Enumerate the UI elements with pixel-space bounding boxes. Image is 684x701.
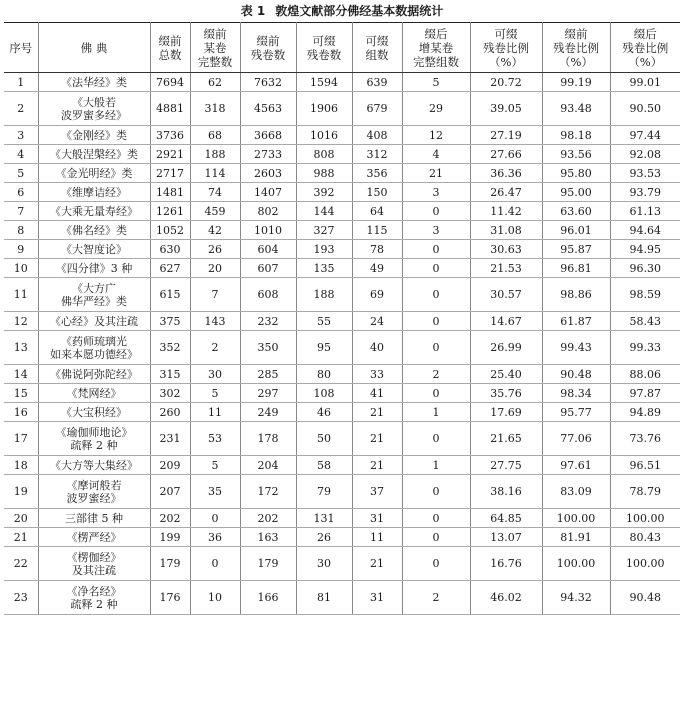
- added-complete-groups-cell: 0: [402, 547, 470, 581]
- fragment-ratio-after-cell: 97.87: [610, 384, 680, 403]
- total-before-cell: 630: [150, 240, 190, 259]
- header-cell: 缀前 残卷比例 （%）: [542, 23, 610, 73]
- complete-before-cell: 318: [190, 92, 240, 126]
- header-cell: 缀前 总数: [150, 23, 190, 73]
- joinable-ratio-cell: 14.67: [470, 312, 542, 331]
- complete-before-cell: 11: [190, 403, 240, 422]
- added-complete-groups-cell: 4: [402, 145, 470, 164]
- table-row: [4, 202, 680, 221]
- fragments-before-cell: 2733: [240, 145, 296, 164]
- added-complete-groups-cell: 0: [402, 528, 470, 547]
- fragment-ratio-after-cell: 92.08: [610, 145, 680, 164]
- table-row: [4, 92, 680, 126]
- fragments-before-cell: 202: [240, 509, 296, 528]
- fragment-ratio-before-cell: 83.09: [542, 475, 610, 509]
- fragment-ratio-after-cell: 100.00: [610, 547, 680, 581]
- fragments-before-cell: 1010: [240, 221, 296, 240]
- joinable-fragments-cell: 808: [296, 145, 352, 164]
- joinable-ratio-cell: 13.07: [470, 528, 542, 547]
- row-number-cell: 11: [4, 278, 38, 312]
- joinable-fragments-cell: 79: [296, 475, 352, 509]
- table-row: [4, 581, 680, 615]
- table-row: [4, 384, 680, 403]
- fragment-ratio-before-cell: 61.87: [542, 312, 610, 331]
- complete-before-cell: 2: [190, 331, 240, 365]
- fragments-before-cell: 166: [240, 581, 296, 615]
- sutra-name-cell: 《四分律》3 种: [38, 259, 150, 278]
- joinable-groups-cell: 41: [352, 384, 402, 403]
- fragment-ratio-before-cell: 96.81: [542, 259, 610, 278]
- fragments-before-cell: 178: [240, 422, 296, 456]
- fragment-ratio-after-cell: 100.00: [610, 509, 680, 528]
- added-complete-groups-cell: 0: [402, 312, 470, 331]
- joinable-fragments-cell: 144: [296, 202, 352, 221]
- complete-before-cell: 42: [190, 221, 240, 240]
- fragment-ratio-after-cell: 99.01: [610, 73, 680, 92]
- total-before-cell: 209: [150, 456, 190, 475]
- added-complete-groups-cell: 12: [402, 126, 470, 145]
- sutra-name-cell: 《大方广 佛华严经》类: [38, 278, 150, 312]
- added-complete-groups-cell: 0: [402, 422, 470, 456]
- joinable-ratio-cell: 36.36: [470, 164, 542, 183]
- joinable-fragments-cell: 1016: [296, 126, 352, 145]
- row-number-cell: 15: [4, 384, 38, 403]
- joinable-fragments-cell: 131: [296, 509, 352, 528]
- joinable-fragments-cell: 80: [296, 365, 352, 384]
- fragment-ratio-after-cell: 99.33: [610, 331, 680, 365]
- sutra-name-cell: 《大般涅槃经》类: [38, 145, 150, 164]
- row-number-cell: 4: [4, 145, 38, 164]
- total-before-cell: 1052: [150, 221, 190, 240]
- joinable-ratio-cell: 26.47: [470, 183, 542, 202]
- complete-before-cell: 7: [190, 278, 240, 312]
- joinable-ratio-cell: 64.85: [470, 509, 542, 528]
- table-row: [4, 365, 680, 384]
- fragments-before-cell: 285: [240, 365, 296, 384]
- fragment-ratio-before-cell: 99.43: [542, 331, 610, 365]
- joinable-ratio-cell: 17.69: [470, 403, 542, 422]
- header-cell: 序号: [4, 23, 38, 73]
- fragment-ratio-before-cell: 97.61: [542, 456, 610, 475]
- fragment-ratio-before-cell: 98.86: [542, 278, 610, 312]
- joinable-groups-cell: 150: [352, 183, 402, 202]
- joinable-fragments-cell: 50: [296, 422, 352, 456]
- table-row: [4, 528, 680, 547]
- joinable-groups-cell: 37: [352, 475, 402, 509]
- joinable-ratio-cell: 30.63: [470, 240, 542, 259]
- table-body: [4, 73, 680, 615]
- sutra-name-cell: 三部律 5 种: [38, 509, 150, 528]
- row-number-cell: 5: [4, 164, 38, 183]
- total-before-cell: 179: [150, 547, 190, 581]
- joinable-fragments-cell: 193: [296, 240, 352, 259]
- joinable-groups-cell: 679: [352, 92, 402, 126]
- fragment-ratio-after-cell: 93.53: [610, 164, 680, 183]
- sutra-name-cell: 《金光明经》类: [38, 164, 150, 183]
- fragments-before-cell: 604: [240, 240, 296, 259]
- fragments-before-cell: 607: [240, 259, 296, 278]
- fragments-before-cell: 4563: [240, 92, 296, 126]
- fragments-before-cell: 1407: [240, 183, 296, 202]
- row-number-cell: 14: [4, 365, 38, 384]
- added-complete-groups-cell: 0: [402, 509, 470, 528]
- joinable-ratio-cell: 31.08: [470, 221, 542, 240]
- fragment-ratio-before-cell: 77.06: [542, 422, 610, 456]
- row-number-cell: 19: [4, 475, 38, 509]
- row-number-cell: 23: [4, 581, 38, 615]
- joinable-groups-cell: 115: [352, 221, 402, 240]
- fragment-ratio-after-cell: 97.44: [610, 126, 680, 145]
- added-complete-groups-cell: 3: [402, 183, 470, 202]
- fragments-before-cell: 232: [240, 312, 296, 331]
- table-row: [4, 403, 680, 422]
- header-cell: 可缀 残卷比例 （%）: [470, 23, 542, 73]
- fragment-ratio-after-cell: 98.59: [610, 278, 680, 312]
- fragments-before-cell: 179: [240, 547, 296, 581]
- fragment-ratio-before-cell: 98.18: [542, 126, 610, 145]
- table-row: [4, 456, 680, 475]
- joinable-fragments-cell: 55: [296, 312, 352, 331]
- row-number-cell: 16: [4, 403, 38, 422]
- total-before-cell: 207: [150, 475, 190, 509]
- joinable-groups-cell: 31: [352, 509, 402, 528]
- sutra-name-cell: 《瑜伽师地论》 疏释 2 种: [38, 422, 150, 456]
- joinable-groups-cell: 408: [352, 126, 402, 145]
- joinable-ratio-cell: 30.57: [470, 278, 542, 312]
- row-number-cell: 21: [4, 528, 38, 547]
- joinable-groups-cell: 40: [352, 331, 402, 365]
- sutra-name-cell: 《佛说阿弥陀经》: [38, 365, 150, 384]
- total-before-cell: 375: [150, 312, 190, 331]
- row-number-cell: 13: [4, 331, 38, 365]
- header-cell: 缀前 某卷 完整数: [190, 23, 240, 73]
- added-complete-groups-cell: 0: [402, 259, 470, 278]
- complete-before-cell: 459: [190, 202, 240, 221]
- header-cell: 缀后 增某卷 完整组数: [402, 23, 470, 73]
- header-cell: 佛 典: [38, 23, 150, 73]
- joinable-groups-cell: 639: [352, 73, 402, 92]
- sutra-name-cell: 《楞严经》: [38, 528, 150, 547]
- table-row: [4, 278, 680, 312]
- joinable-groups-cell: 21: [352, 456, 402, 475]
- complete-before-cell: 188: [190, 145, 240, 164]
- row-number-cell: 18: [4, 456, 38, 475]
- table-row: [4, 547, 680, 581]
- fragment-ratio-before-cell: 96.01: [542, 221, 610, 240]
- total-before-cell: 260: [150, 403, 190, 422]
- fragment-ratio-after-cell: 61.13: [610, 202, 680, 221]
- complete-before-cell: 30: [190, 365, 240, 384]
- total-before-cell: 231: [150, 422, 190, 456]
- fragment-ratio-before-cell: 93.56: [542, 145, 610, 164]
- sutra-name-cell: 《大般若 波罗蜜多经》: [38, 92, 150, 126]
- added-complete-groups-cell: 0: [402, 202, 470, 221]
- fragments-before-cell: 350: [240, 331, 296, 365]
- complete-before-cell: 36: [190, 528, 240, 547]
- complete-before-cell: 62: [190, 73, 240, 92]
- sutra-name-cell: 《大方等大集经》: [38, 456, 150, 475]
- sutra-name-cell: 《梵网经》: [38, 384, 150, 403]
- joinable-groups-cell: 31: [352, 581, 402, 615]
- joinable-fragments-cell: 108: [296, 384, 352, 403]
- fragment-ratio-before-cell: 100.00: [542, 547, 610, 581]
- total-before-cell: 302: [150, 384, 190, 403]
- row-number-cell: 9: [4, 240, 38, 259]
- sutra-name-cell: 《药师琉璃光 如来本愿功德经》: [38, 331, 150, 365]
- joinable-fragments-cell: 1906: [296, 92, 352, 126]
- joinable-ratio-cell: 21.65: [470, 422, 542, 456]
- added-complete-groups-cell: 0: [402, 384, 470, 403]
- table-number: 表 1: [240, 4, 266, 18]
- added-complete-groups-cell: 21: [402, 164, 470, 183]
- joinable-fragments-cell: 1594: [296, 73, 352, 92]
- fragment-ratio-after-cell: 96.51: [610, 456, 680, 475]
- fragment-ratio-before-cell: 95.87: [542, 240, 610, 259]
- complete-before-cell: 0: [190, 509, 240, 528]
- complete-before-cell: 114: [190, 164, 240, 183]
- fragment-ratio-after-cell: 73.76: [610, 422, 680, 456]
- table-row: [4, 126, 680, 145]
- joinable-groups-cell: 49: [352, 259, 402, 278]
- total-before-cell: 4881: [150, 92, 190, 126]
- fragment-ratio-before-cell: 95.80: [542, 164, 610, 183]
- complete-before-cell: 74: [190, 183, 240, 202]
- joinable-groups-cell: 24: [352, 312, 402, 331]
- table-row: [4, 221, 680, 240]
- added-complete-groups-cell: 2: [402, 581, 470, 615]
- sutra-name-cell: 《摩诃般若 波罗蜜经》: [38, 475, 150, 509]
- total-before-cell: 627: [150, 259, 190, 278]
- total-before-cell: 199: [150, 528, 190, 547]
- fragment-ratio-before-cell: 100.00: [542, 509, 610, 528]
- fragment-ratio-after-cell: 94.95: [610, 240, 680, 259]
- joinable-ratio-cell: 27.75: [470, 456, 542, 475]
- joinable-ratio-cell: 38.16: [470, 475, 542, 509]
- joinable-groups-cell: 356: [352, 164, 402, 183]
- joinable-ratio-cell: 27.66: [470, 145, 542, 164]
- sutra-name-cell: 《净名经》 疏释 2 种: [38, 581, 150, 615]
- added-complete-groups-cell: 1: [402, 456, 470, 475]
- fragment-ratio-after-cell: 88.06: [610, 365, 680, 384]
- joinable-groups-cell: 21: [352, 403, 402, 422]
- sutra-name-cell: 《大智度论》: [38, 240, 150, 259]
- joinable-groups-cell: 78: [352, 240, 402, 259]
- table-caption: [0, 0, 684, 22]
- added-complete-groups-cell: 1: [402, 403, 470, 422]
- row-number-cell: 6: [4, 183, 38, 202]
- joinable-ratio-cell: 46.02: [470, 581, 542, 615]
- header-cell: 可缀 组数: [352, 23, 402, 73]
- table-row: [4, 145, 680, 164]
- fragment-ratio-after-cell: 90.50: [610, 92, 680, 126]
- added-complete-groups-cell: 5: [402, 73, 470, 92]
- total-before-cell: 2921: [150, 145, 190, 164]
- joinable-fragments-cell: 392: [296, 183, 352, 202]
- table-row: [4, 312, 680, 331]
- total-before-cell: 615: [150, 278, 190, 312]
- complete-before-cell: 5: [190, 456, 240, 475]
- joinable-ratio-cell: 26.99: [470, 331, 542, 365]
- fragment-ratio-before-cell: 95.77: [542, 403, 610, 422]
- joinable-fragments-cell: 135: [296, 259, 352, 278]
- header-cell: 缀后 残卷比例 （%）: [610, 23, 680, 73]
- added-complete-groups-cell: 0: [402, 278, 470, 312]
- joinable-ratio-cell: 27.19: [470, 126, 542, 145]
- fragment-ratio-after-cell: 94.89: [610, 403, 680, 422]
- joinable-fragments-cell: 81: [296, 581, 352, 615]
- joinable-fragments-cell: 46: [296, 403, 352, 422]
- added-complete-groups-cell: 0: [402, 475, 470, 509]
- joinable-fragments-cell: 988: [296, 164, 352, 183]
- joinable-fragments-cell: 327: [296, 221, 352, 240]
- fragment-ratio-after-cell: 78.79: [610, 475, 680, 509]
- header-row: [4, 23, 680, 73]
- fragment-ratio-after-cell: 80.43: [610, 528, 680, 547]
- fragments-before-cell: 3668: [240, 126, 296, 145]
- total-before-cell: 1481: [150, 183, 190, 202]
- fragment-ratio-before-cell: 90.48: [542, 365, 610, 384]
- fragment-ratio-before-cell: 95.00: [542, 183, 610, 202]
- row-number-cell: 7: [4, 202, 38, 221]
- joinable-groups-cell: 21: [352, 422, 402, 456]
- sutra-name-cell: 《维摩诘经》: [38, 183, 150, 202]
- complete-before-cell: 0: [190, 547, 240, 581]
- fragment-ratio-after-cell: 58.43: [610, 312, 680, 331]
- fragment-ratio-after-cell: 94.64: [610, 221, 680, 240]
- sutra-name-cell: 《法华经》类: [38, 73, 150, 92]
- complete-before-cell: 26: [190, 240, 240, 259]
- complete-before-cell: 68: [190, 126, 240, 145]
- joinable-groups-cell: 69: [352, 278, 402, 312]
- row-number-cell: 22: [4, 547, 38, 581]
- total-before-cell: 202: [150, 509, 190, 528]
- joinable-groups-cell: 11: [352, 528, 402, 547]
- row-number-cell: 3: [4, 126, 38, 145]
- joinable-ratio-cell: 11.42: [470, 202, 542, 221]
- sutra-name-cell: 《金刚经》类: [38, 126, 150, 145]
- joinable-ratio-cell: 16.76: [470, 547, 542, 581]
- total-before-cell: 3736: [150, 126, 190, 145]
- sutra-name-cell: 《佛名经》类: [38, 221, 150, 240]
- joinable-groups-cell: 64: [352, 202, 402, 221]
- fragment-ratio-before-cell: 94.32: [542, 581, 610, 615]
- joinable-ratio-cell: 25.40: [470, 365, 542, 384]
- fragments-before-cell: 608: [240, 278, 296, 312]
- row-number-cell: 10: [4, 259, 38, 278]
- table-title: 敦煌文献部分佛经基本数据统计: [275, 4, 444, 18]
- table-row: [4, 331, 680, 365]
- header-cell: 缀前 残卷数: [240, 23, 296, 73]
- total-before-cell: 7694: [150, 73, 190, 92]
- fragments-before-cell: 297: [240, 384, 296, 403]
- total-before-cell: 2717: [150, 164, 190, 183]
- sutra-name-cell: 《大乘无量寿经》: [38, 202, 150, 221]
- total-before-cell: 352: [150, 331, 190, 365]
- joinable-ratio-cell: 39.05: [470, 92, 542, 126]
- table-row: [4, 240, 680, 259]
- fragment-ratio-after-cell: 96.30: [610, 259, 680, 278]
- table-row: [4, 164, 680, 183]
- fragment-ratio-before-cell: 99.19: [542, 73, 610, 92]
- fragments-before-cell: 163: [240, 528, 296, 547]
- added-complete-groups-cell: 0: [402, 331, 470, 365]
- complete-before-cell: 35: [190, 475, 240, 509]
- fragments-before-cell: 802: [240, 202, 296, 221]
- row-number-cell: 17: [4, 422, 38, 456]
- table-row: [4, 422, 680, 456]
- complete-before-cell: 143: [190, 312, 240, 331]
- sutra-name-cell: 《楞伽经》 及其注疏: [38, 547, 150, 581]
- table-row: [4, 475, 680, 509]
- row-number-cell: 12: [4, 312, 38, 331]
- fragment-ratio-after-cell: 93.79: [610, 183, 680, 202]
- total-before-cell: 176: [150, 581, 190, 615]
- row-number-cell: 8: [4, 221, 38, 240]
- complete-before-cell: 5: [190, 384, 240, 403]
- joinable-fragments-cell: 30: [296, 547, 352, 581]
- joinable-fragments-cell: 188: [296, 278, 352, 312]
- added-complete-groups-cell: 3: [402, 221, 470, 240]
- total-before-cell: 315: [150, 365, 190, 384]
- joinable-groups-cell: 312: [352, 145, 402, 164]
- added-complete-groups-cell: 0: [402, 240, 470, 259]
- added-complete-groups-cell: 29: [402, 92, 470, 126]
- joinable-groups-cell: 21: [352, 547, 402, 581]
- row-number-cell: 20: [4, 509, 38, 528]
- joinable-ratio-cell: 35.76: [470, 384, 542, 403]
- joinable-fragments-cell: 26: [296, 528, 352, 547]
- fragments-before-cell: 7632: [240, 73, 296, 92]
- fragment-ratio-before-cell: 98.34: [542, 384, 610, 403]
- fragment-ratio-before-cell: 93.48: [542, 92, 610, 126]
- fragments-before-cell: 2603: [240, 164, 296, 183]
- sutra-statistics-table: [4, 22, 680, 615]
- added-complete-groups-cell: 2: [402, 365, 470, 384]
- sutra-name-cell: 《心经》及其注疏: [38, 312, 150, 331]
- table-row: [4, 509, 680, 528]
- joinable-fragments-cell: 58: [296, 456, 352, 475]
- complete-before-cell: 20: [190, 259, 240, 278]
- fragments-before-cell: 172: [240, 475, 296, 509]
- fragment-ratio-before-cell: 81.91: [542, 528, 610, 547]
- complete-before-cell: 10: [190, 581, 240, 615]
- joinable-fragments-cell: 95: [296, 331, 352, 365]
- row-number-cell: 2: [4, 92, 38, 126]
- header-cell: 可缀 残卷数: [296, 23, 352, 73]
- complete-before-cell: 53: [190, 422, 240, 456]
- total-before-cell: 1261: [150, 202, 190, 221]
- table-row: [4, 183, 680, 202]
- joinable-ratio-cell: 20.72: [470, 73, 542, 92]
- fragment-ratio-before-cell: 63.60: [542, 202, 610, 221]
- fragments-before-cell: 204: [240, 456, 296, 475]
- joinable-groups-cell: 33: [352, 365, 402, 384]
- fragment-ratio-after-cell: 90.48: [610, 581, 680, 615]
- sutra-name-cell: 《大宝积经》: [38, 403, 150, 422]
- fragments-before-cell: 249: [240, 403, 296, 422]
- table-row: [4, 73, 680, 92]
- table-row: [4, 259, 680, 278]
- joinable-ratio-cell: 21.53: [470, 259, 542, 278]
- row-number-cell: 1: [4, 73, 38, 92]
